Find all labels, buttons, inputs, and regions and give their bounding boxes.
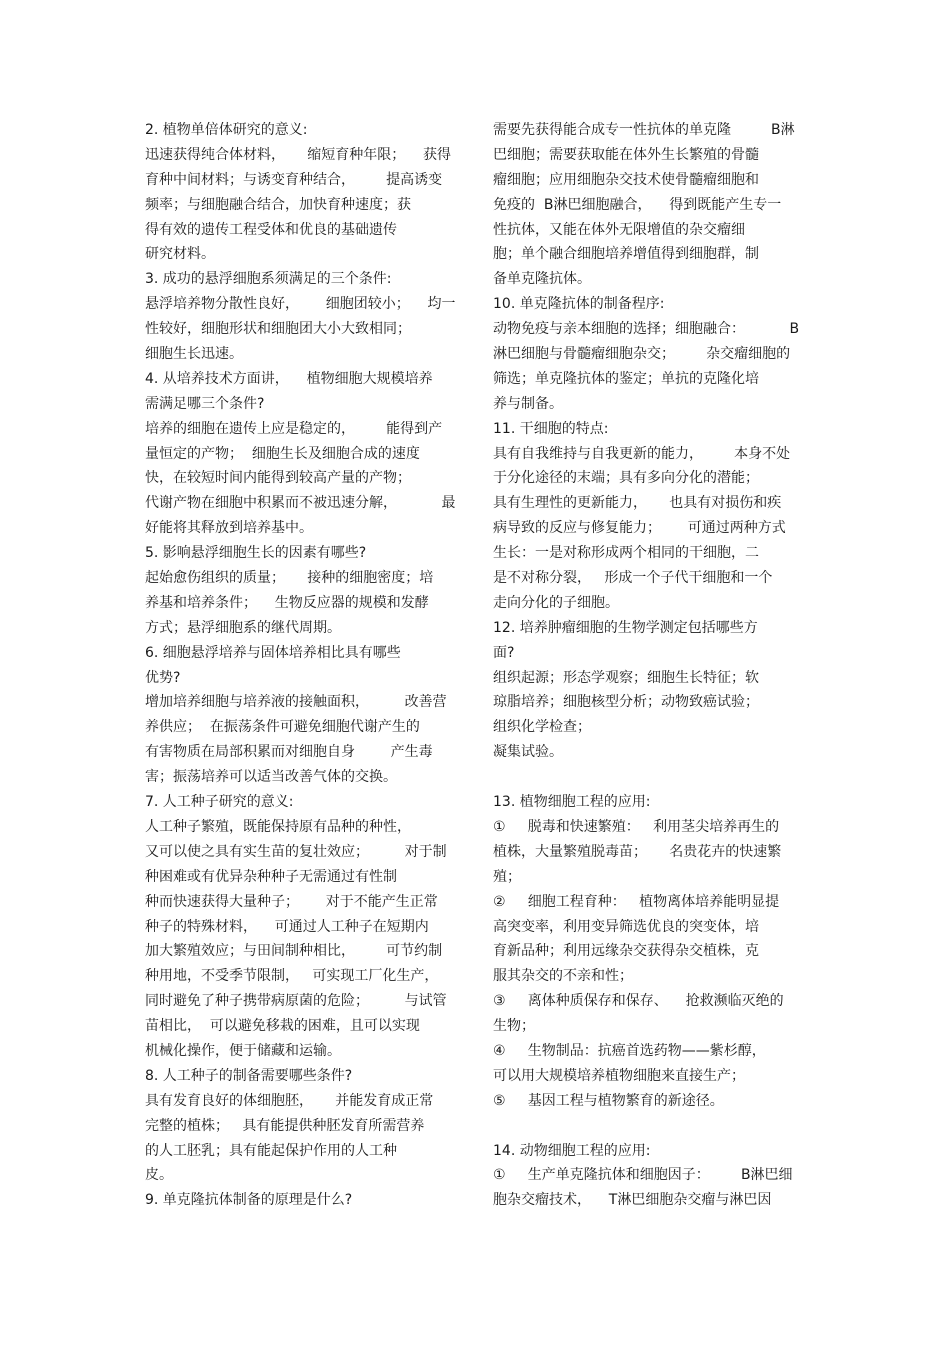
text-line: 研究材料。 bbox=[145, 246, 215, 263]
text-line: ① 脱毒和快速繁殖： 利用茎尖培养再生的 bbox=[493, 818, 780, 835]
text-line: 育新品种；利用远缘杂交获得杂交植株，克 bbox=[493, 943, 759, 960]
text-line: 皮。 bbox=[145, 1167, 173, 1184]
text-line: 养供应； 在振荡条件可避免细胞代谢产生的 bbox=[145, 719, 420, 736]
text-line: 13. 植物细胞工程的应用: bbox=[493, 794, 651, 811]
blank-line bbox=[493, 1114, 811, 1139]
text-line: 又可以使之具有实生苗的复壮效应； 对于制 bbox=[145, 843, 447, 860]
text-line: 人工种子繁殖，既能保持原有品种的种性， bbox=[145, 818, 411, 835]
text-line: 动物免疫与亲本细胞的选择；细胞融合： B bbox=[493, 321, 800, 338]
text-line: 组织化学检查； bbox=[493, 719, 591, 736]
text-line: 需满足哪三个条件? bbox=[145, 395, 265, 412]
text-line: 养基和培养条件； 生物反应器的规模和发酵 bbox=[145, 594, 429, 611]
text-line: 细胞生长迅速。 bbox=[145, 346, 243, 363]
text-line: 凝集试验。 bbox=[493, 744, 563, 761]
text-line: 种而快速获得大量种子； 对于不能产生正常 bbox=[145, 893, 438, 910]
text-line: 具有发育良好的体细胞胚， 并能发育成正常 bbox=[145, 1092, 434, 1109]
text-line: 巴细胞；需要获取能在体外生长繁殖的骨髓 bbox=[493, 146, 759, 163]
text-line: 育种中间材料；与诱变育种结合， 提高诱变 bbox=[145, 171, 443, 188]
text-line: 2. 植物单倍体研究的意义: bbox=[145, 122, 308, 138]
text-line: 有害物质在局部积累而对细胞自身 产生毒 bbox=[145, 744, 433, 761]
text-line: 琼脂培养；细胞核型分析；动物致癌试验； bbox=[493, 694, 759, 711]
text-line: 植株，大量繁殖脱毒苗； 名贵花卉的快速繁 bbox=[493, 843, 782, 860]
text-line: 完整的植株； 具有能提供种胚发育所需营养 bbox=[145, 1117, 425, 1134]
text-line: 生物； bbox=[493, 1018, 535, 1035]
right-text-column bbox=[493, 118, 811, 1213]
text-line: 是不对称分裂， 形成一个子代干细胞和一个 bbox=[493, 570, 773, 587]
text-line: 筛选；单克隆抗体的鉴定；单抗的克隆化培 bbox=[493, 370, 759, 387]
text-line: 加大繁殖效应；与田间制种相比， 可节约制 bbox=[145, 943, 443, 960]
text-line: 好能将其释放到培养基中。 bbox=[145, 520, 313, 537]
text-line: ③ 离体种质保存和保存、 抢救濒临灭绝的 bbox=[493, 993, 784, 1010]
text-line: 方式；悬浮细胞系的继代周期。 bbox=[145, 619, 341, 636]
text-line: ⑤ 基因工程与植物繁育的新途径。 bbox=[493, 1092, 724, 1109]
text-line: 迅速获得纯合体材料， 缩短育种年限； 获得 bbox=[145, 146, 452, 163]
text-line: 服其杂交的不亲和性； bbox=[493, 968, 633, 985]
text-line: 具有自我维持与自我更新的能力， 本身不处 bbox=[493, 445, 791, 462]
text-line: 6. 细胞悬浮培养与固体培养相比具有哪些 bbox=[145, 644, 401, 661]
text-line: 频率；与细胞融合结合，加快育种速度；获 bbox=[145, 196, 411, 213]
text-line: 培养的细胞在遗传上应是稳定的， 能得到产 bbox=[145, 420, 443, 437]
text-line: 高突变率，利用变异筛选优良的突变体，培 bbox=[493, 918, 759, 935]
text-line: 组织起源；形态学观察；细胞生长特征；软 bbox=[493, 669, 759, 686]
text-line: 可以用大规模培养植物细胞来直接生产； bbox=[493, 1067, 745, 1084]
text-line: 11. 干细胞的特点: bbox=[493, 420, 609, 437]
text-line: 瘤细胞；应用细胞杂交技术使骨髓瘤细胞和 bbox=[493, 171, 759, 188]
text-line: 胞杂交瘤技术， T淋巴细胞杂交瘤与淋巴因 bbox=[493, 1192, 772, 1209]
text-line: 14. 动物细胞工程的应用: bbox=[493, 1142, 651, 1159]
text-line: ② 细胞工程育种： 植物离体培养能明显提 bbox=[493, 893, 780, 910]
text-line: 得有效的遗传工程受体和优良的基础遗传 bbox=[145, 221, 397, 238]
text-line: 害；振荡培养可以适当改善气体的交换。 bbox=[145, 769, 397, 786]
text-line: 种困难或有优异杂种种子无需通过有性制 bbox=[145, 868, 397, 885]
text-line: 免疫的 B淋巴细胞融合， 得到既能产生专一 bbox=[493, 196, 782, 213]
text-line: 淋巴细胞与骨髓瘤细胞杂交； 杂交瘤细胞的 bbox=[493, 346, 791, 363]
text-line: 同时避免了种子携带病原菌的危险； 与试管 bbox=[145, 993, 447, 1010]
text-line: 3. 成功的悬浮细胞系须满足的三个条件: bbox=[145, 271, 392, 288]
text-line: 种子的特殊材料， 可通过人工种子在短期内 bbox=[145, 918, 429, 935]
text-line: 8. 人工种子的制备需要哪些条件? bbox=[145, 1067, 353, 1084]
text-line: 的人工胚乳；具有能起保护作用的人工种 bbox=[145, 1142, 397, 1159]
text-line: 量恒定的产物； 细胞生长及细胞合成的速度 bbox=[145, 445, 420, 462]
text-line: 走向分化的子细胞。 bbox=[493, 594, 619, 611]
text-line: 代谢产物在细胞中积累而不被迅速分解， 最 bbox=[145, 495, 456, 512]
text-line: 病导致的反应与修复能力； 可通过两种方式 bbox=[493, 520, 786, 537]
text-line: 4. 从培养技术方面讲， 植物细胞大规模培养 bbox=[145, 370, 433, 387]
text-line: 起始愈伤组织的质量； 接种的细胞密度；培 bbox=[145, 570, 434, 587]
text-line: 具有生理性的更新能力， 也具有对损伤和疾 bbox=[493, 495, 782, 512]
text-line: 养与制备。 bbox=[493, 395, 563, 412]
text-line: 胞；单个融合细胞培养增值得到细胞群，制 bbox=[493, 246, 759, 263]
text-line: 悬浮培养物分散性良好， 细胞团较小； 均一 bbox=[145, 296, 456, 313]
text-line: 苗相比， 可以避免移栽的困难，且可以实现 bbox=[145, 1018, 420, 1035]
text-line: 增加培养细胞与培养液的接触面积， 改善营 bbox=[145, 694, 447, 711]
blank-line bbox=[493, 765, 811, 790]
text-line: ① 生产单克隆抗体和细胞因子： B淋巴细 bbox=[493, 1167, 793, 1184]
text-line: 性抗体，又能在体外无限增值的杂交瘤细 bbox=[493, 221, 745, 238]
text-line: 12. 培养肿瘤细胞的生物学测定包括哪些方 bbox=[493, 619, 758, 636]
text-line: 优势? bbox=[145, 669, 181, 686]
text-line: 生长：一是对称形成两个相同的干细胞，二 bbox=[493, 545, 759, 562]
text-line: 于分化途径的末端；具有多向分化的潜能； bbox=[493, 470, 759, 487]
text-line: ④ 生物制品：抗癌首选药物——紫杉醇， bbox=[493, 1042, 766, 1059]
text-line: 7. 人工种子研究的意义: bbox=[145, 794, 294, 811]
text-line: 殖； bbox=[493, 868, 521, 885]
text-line: 备单克隆抗体。 bbox=[493, 271, 591, 288]
text-line: 种用地，不受季节限制， 可实现工厂化生产， bbox=[145, 968, 439, 985]
text-line: 10. 单克隆抗体的制备程序: bbox=[493, 296, 665, 313]
text-line: 5. 影响悬浮细胞生长的因素有哪些? bbox=[145, 545, 367, 562]
text-line: 机械化操作，便于储藏和运输。 bbox=[145, 1042, 341, 1059]
text-line: 面? bbox=[493, 644, 515, 661]
text-line: 快，在较短时间内能得到较高产量的产物； bbox=[145, 470, 411, 487]
left-text-column bbox=[145, 118, 463, 1213]
text-line: 需要先获得能合成专一性抗体的单克隆 B淋 bbox=[493, 122, 795, 138]
text-line: 9. 单克隆抗体制备的原理是什么? bbox=[145, 1192, 353, 1209]
text-line: 性较好，细胞形状和细胞团大小大致相同； bbox=[145, 321, 411, 338]
